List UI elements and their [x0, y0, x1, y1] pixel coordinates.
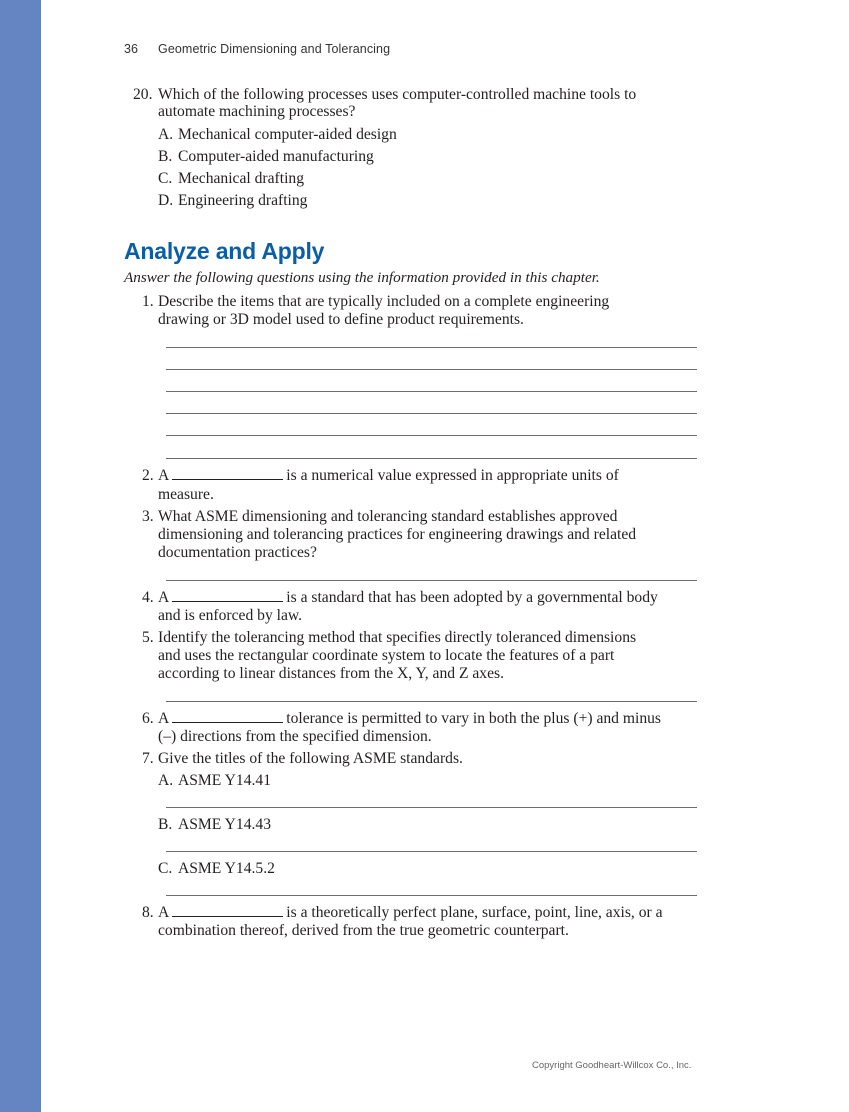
option-text: Mechanical drafting	[178, 170, 304, 187]
question-number: 5.	[142, 629, 154, 646]
question-text-line: according to linear distances from the X, Y, and Z axes.	[158, 665, 504, 682]
option-text: Mechanical computer-aided design	[178, 126, 397, 143]
answer-line[interactable]	[166, 347, 697, 348]
answer-line[interactable]	[166, 413, 697, 414]
running-header	[124, 42, 390, 56]
fill-in-blank[interactable]	[172, 587, 283, 602]
question-text-line: (–) directions from the specified dimension.	[158, 728, 432, 745]
fill-in-sentence	[158, 465, 619, 487]
question-number: 8.	[142, 904, 154, 921]
part-text: ASME Y14.5.2	[178, 860, 275, 877]
part-letter: C.	[158, 860, 173, 877]
option-letter: C.	[158, 170, 173, 187]
option-letter: D.	[158, 192, 174, 209]
question-text-line: combination thereof, derived from the true geometric counterpart.	[158, 922, 569, 939]
section-instructions: Answer the following questions using the information provided in this chapter.	[124, 269, 600, 286]
sentence-end: is a numerical value expressed in appropriate units of	[286, 467, 619, 484]
question-number: 3.	[142, 508, 154, 525]
sentence-start: A	[158, 904, 170, 921]
fill-in-blank[interactable]	[172, 902, 283, 917]
question-text-line: and is enforced by law.	[158, 607, 303, 624]
question-text-line: and uses the rectangular coordinate system to locate the features of a part	[158, 647, 615, 664]
answer-line[interactable]	[166, 435, 697, 436]
question-text-line: drawing or 3D model used to define product requirements.	[158, 311, 524, 328]
answer-line[interactable]	[166, 580, 697, 581]
copyright-footer: Copyright Goodheart-Willcox Co., Inc.	[532, 1060, 692, 1071]
question-number: 7.	[142, 750, 154, 767]
part-letter: B.	[158, 816, 173, 833]
answer-line[interactable]	[166, 701, 697, 702]
sentence-start: A	[158, 467, 170, 484]
option-text: Engineering drafting	[178, 192, 308, 209]
question-text-line: Which of the following processes uses computer-controlled machine tools to	[158, 86, 637, 103]
sentence-start: A	[158, 710, 170, 727]
option-letter: B.	[158, 148, 173, 165]
question-text-line: measure.	[158, 486, 214, 503]
question-number: 2.	[142, 467, 154, 484]
question-text-line: What ASME dimensioning and tolerancing standard establishes approved	[158, 508, 618, 525]
option-letter: A.	[158, 126, 174, 143]
page-number: 36	[124, 42, 139, 56]
question-number: 20.	[133, 86, 153, 103]
sentence-end: is a theoretically perfect plane, surface, point, line, axis, or a	[286, 904, 663, 921]
answer-line[interactable]	[166, 851, 697, 852]
question-text-line: automate machining processes?	[158, 103, 356, 120]
sentence-end: is a standard that has been adopted by a governmental body	[286, 589, 658, 606]
fill-in-blank[interactable]	[172, 708, 283, 723]
section-title: Analyze and Apply	[124, 238, 325, 264]
sentence-start: A	[158, 589, 170, 606]
question-number: 4.	[142, 589, 154, 606]
answer-line[interactable]	[166, 369, 697, 370]
side-color-band	[0, 0, 41, 1112]
answer-line[interactable]	[166, 391, 697, 392]
question-text-line: dimensioning and tolerancing practices for engineering drawings and related	[158, 526, 637, 543]
question-text-line: documentation practices?	[158, 544, 317, 561]
running-title: Geometric Dimensioning and Tolerancing	[158, 42, 391, 56]
part-text: ASME Y14.41	[178, 772, 271, 789]
answer-line[interactable]	[166, 895, 697, 896]
question-text-line: Identify the tolerancing method that specifies directly toleranced dimensions	[158, 629, 637, 646]
answer-line[interactable]	[166, 458, 697, 459]
question-text-line: Describe the items that are typically included on a complete engineering	[158, 293, 610, 310]
sentence-end: tolerance is permitted to vary in both the plus (+) and minus	[286, 710, 661, 727]
part-text: ASME Y14.43	[178, 816, 271, 833]
question-number: 1.	[142, 293, 154, 310]
part-letter: A.	[158, 772, 174, 789]
option-text: Computer-aided manufacturing	[178, 148, 374, 165]
fill-in-blank[interactable]	[172, 465, 283, 480]
question-number: 6.	[142, 710, 154, 727]
question-text-line: Give the titles of the following ASME standards.	[158, 750, 463, 767]
answer-line[interactable]	[166, 807, 697, 808]
